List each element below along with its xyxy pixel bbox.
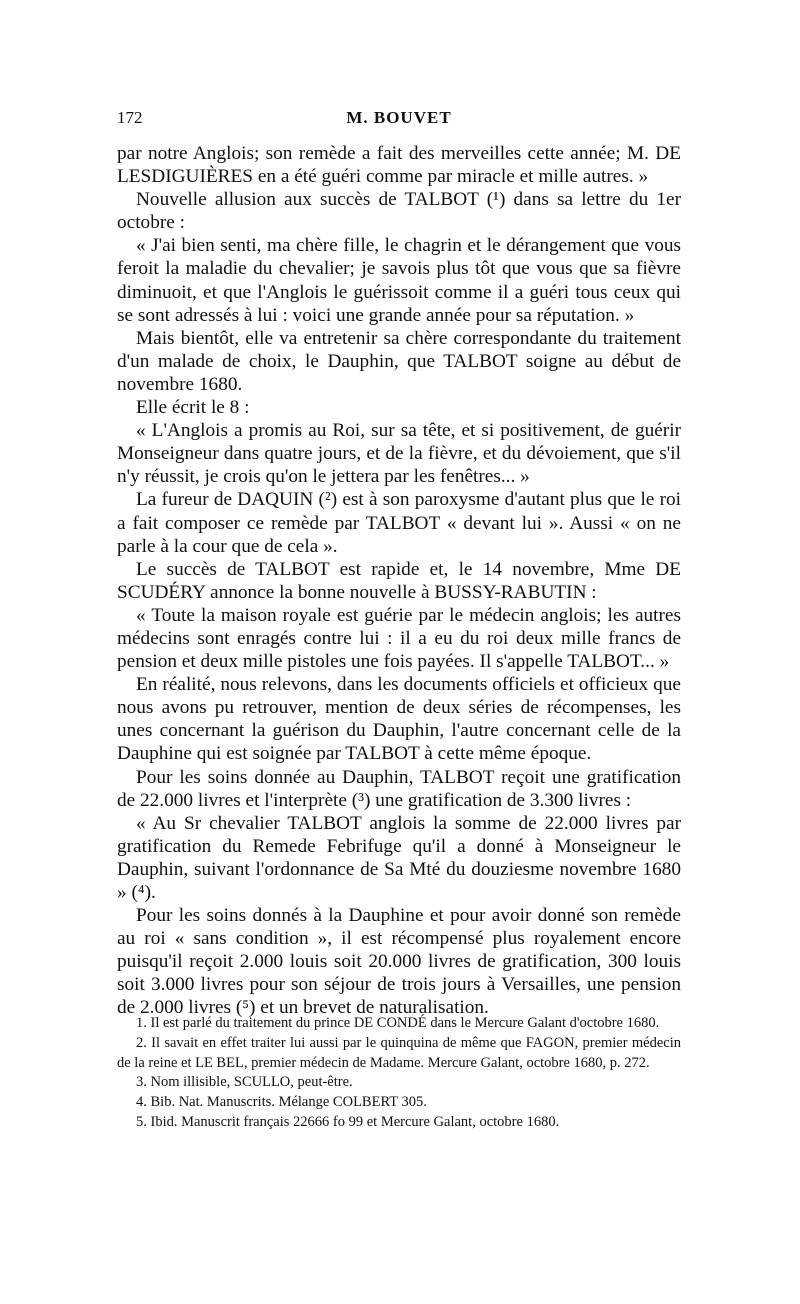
footnote: 4. Bib. Nat. Manuscrits. Mélange COLBERT 305.: [136, 1094, 427, 1111]
paragraph: Mais bientôt, elle va entretenir sa chère correspondante du traitement d'un malade de choix, le Dauphin, que TALBOT soigne au début de novembre 1680.: [117, 327, 681, 395]
paragraph: par notre Anglois; son remède a fait des merveilles cette année; M. DE LESDIGUIÈRES en a été guéri comme par miracle et mille autres. »: [117, 143, 681, 188]
page-header: [117, 108, 681, 130]
paragraph: Elle écrit le 8 :: [136, 397, 250, 419]
paragraph: Pour les soins donnée au Dauphin, TALBOT reçoit une gratification de 22.000 livres et l'interprète (³) une gratification de 3.300 livres :: [117, 766, 681, 811]
page-number: 172: [117, 108, 143, 127]
paragraph: En réalité, nous relevons, dans les documents officiels et officieux que nous avons pu retrouver, mention de deux séries de récompenses, les unes concernant la guérison du Dauphin, l'autre concernant celle de la Dauphine qui est soignée par TALBOT à cette même époque.: [117, 674, 681, 765]
paragraph: La fureur de DAQUIN (²) est à son paroxysme d'autant plus que le roi a fait composer ce remède par TALBOT « devant lui ». Aussi « on ne parle à la cour que de cela ».: [117, 489, 681, 557]
footnote: 5. Ibid. Manuscrit français 22666 fo 99 et Mercure Galant, octobre 1680.: [136, 1113, 560, 1130]
footnote: 3. Nom illisible, SCULLO, peut-être.: [136, 1074, 353, 1091]
footnote: 1. Il est parlé du traitement du prince DE CONDÉ dans le Mercure Galant d'octobre 1680.: [136, 1015, 660, 1031]
paragraph: Nouvelle allusion aux succès de TALBOT (¹) dans sa lettre du 1er octobre :: [117, 189, 681, 234]
footnote: 2. Il savait en effet traiter lui aussi par le quinquina de même que FAGON, premier médecin de la reine et LE BEL, premier médecin de Madame. Mercure Galant, octobre 1680, p. 272.: [117, 1034, 681, 1071]
body-text: [117, 142, 681, 1020]
footnotes: [117, 1014, 681, 1133]
quotation: « L'Anglois a promis au Roi, sur sa tête, et si positivement, de guérir Monseigneur dans quatre jours, et de la fièvre, et du dévoiement, que s'il n'y réussit, je crois qu'on le jettera par les fenêtres... »: [117, 420, 681, 488]
quotation: « Au Sr chevalier TALBOT anglois la somme de 22.000 livres par gratification du Remede Febrifuge qu'il a donné à Monseigneur le Dauphin, suivant l'ordonnance de Sa Mté du douziesme novembre 1680 » (⁴).: [117, 812, 681, 903]
running-head: M. BOUVET: [346, 108, 452, 127]
quotation: « J'ai bien senti, ma chère fille, le chagrin et le dérangement que vous feroit la maladie du chevalier; je savois plus tôt que vous que sa fièvre diminuoit, et que l'Anglois le guérissoit comme il a guéri tous ceux qui se sont adressés à lui : voici une grande année pour sa réputation. »: [117, 235, 681, 326]
paragraph: Pour les soins donnés à la Dauphine et pour avoir donné son remède au roi « sans condition », il est récompensé plus royalement encore puisqu'il reçoit 2.000 louis soit 20.000 livres de gratification, 300 louis soit 3.000 livres pour son séjour de trois jours à Versailles, une pension de 2.000 livres (⁵) et un brevet de naturalisation.: [117, 905, 681, 1019]
paragraph: Le succès de TALBOT est rapide et, le 14 novembre, Mme DE SCUDÉRY annonce la bonne nouvelle à BUSSY-RABUTIN :: [117, 558, 681, 603]
quotation: « Toute la maison royale est guérie par le médecin anglois; les autres médecins sont enragés contre lui : il a eu du roi deux mille francs de pension et deux mille pistoles une fois payées. Il s'appelle TALBOT... »: [117, 604, 681, 673]
